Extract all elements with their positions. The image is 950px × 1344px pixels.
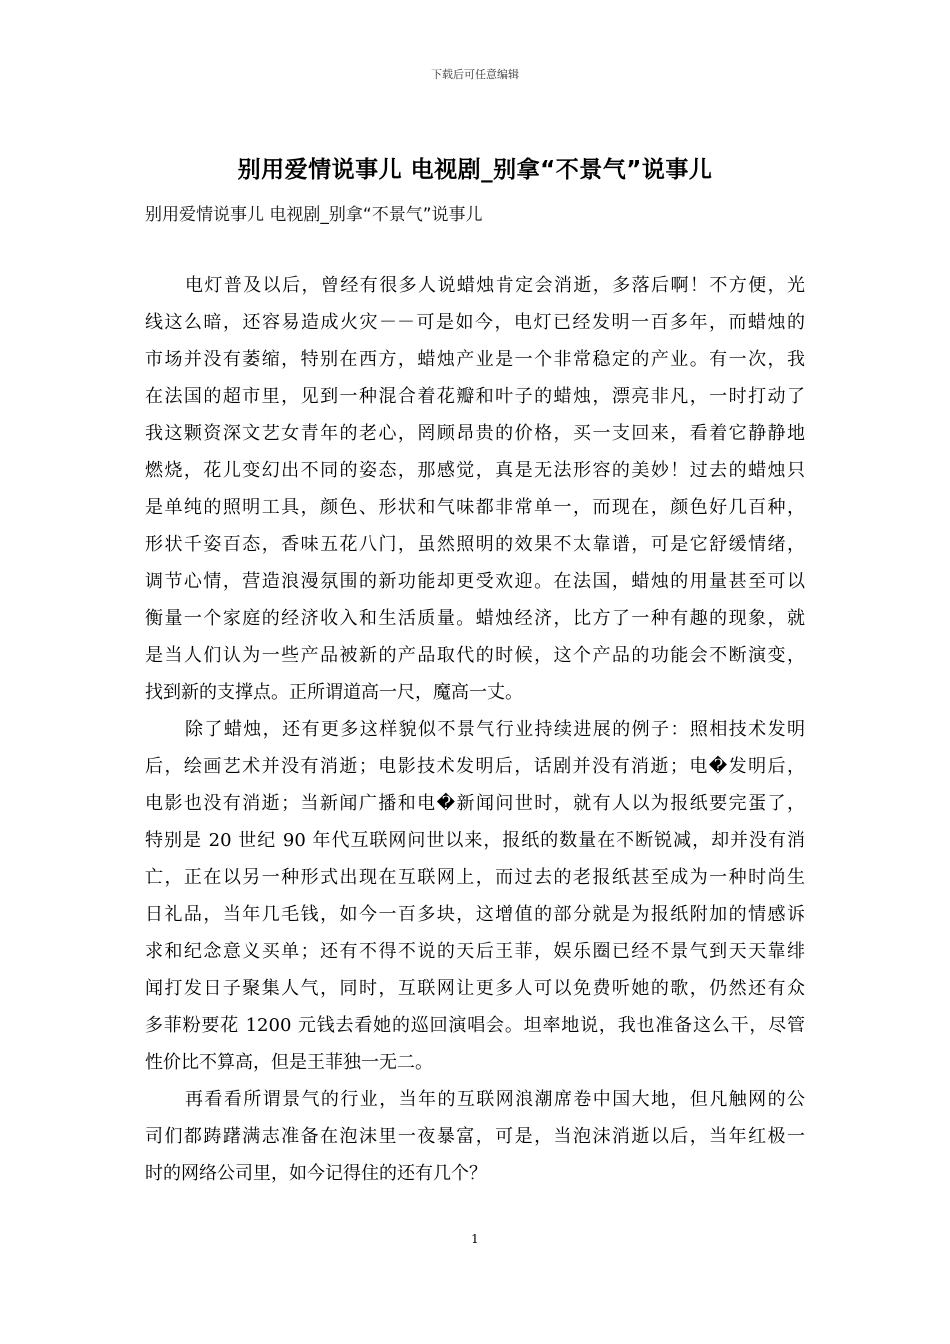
text-line: 我这颗资深文艺女青年的老心，罔顾昂贵的价格，买一支回来，看着它静静地 [145, 423, 805, 444]
document-title: 别用爱情说事儿 电视剧_别拿“不景气”说事儿 [237, 157, 713, 183]
text-line: 是当人们认为一些产品被新的产品取代的时候，这个产品的功能会不断演变， [145, 645, 805, 666]
page-header: 下载后可任意编辑 [431, 68, 519, 81]
text-line: 日礼品，当年几毛钱，如今一百多块，这增值的部分就是为报纸附加的情感诉 [145, 904, 805, 925]
text-line: 燃烧，花儿变幻出不同的姿态，那感觉，真是无法形容的美妙！过去的蜡烛只 [145, 460, 805, 481]
page-number: 1 [471, 1232, 479, 1246]
text-line: 调节心情，营造浪漫氛围的新功能却更受欢迎。在法国，蜡烛的用量甚至可以 [145, 571, 805, 592]
text-line: 除了蜡烛，还有更多这样貌似不景气行业持续进展的例子：照相技术发明 [185, 719, 805, 740]
text-line: 闻打发日子聚集人气，同时，互联网让更多人可以免费听她的歌，仍然还有众 [145, 978, 805, 999]
text-line: 性价比不算高，但是王菲独一无二。 [145, 1052, 433, 1073]
text-line: 司们都踌躇满志准备在泡沫里一夜暴富，可是，当泡沫消逝以后，当年红极一 [145, 1126, 805, 1147]
text-line: 衡量一个家庭的经济收入和生活质量。蜡烛经济，比方了一种有趣的现象，就 [145, 608, 805, 629]
text-line: 在法国的超市里，见到一种混合着花瓣和叶子的蜡烛，漂亮非凡，一时打动了 [145, 386, 805, 407]
text-line: 形状千姿百态，香味五花八门，虽然照明的效果不太靠谱，可是它舒缓情绪， [145, 534, 805, 555]
text-line: 求和纪念意义买单；还有不得不说的天后王菲，娱乐圈已经不景气到天天靠绯 [145, 941, 805, 962]
text-line: 线这么暗，还容易造成火灾－－可是如今，电灯已经发明一百多年，而蜡烛的 [145, 312, 805, 333]
text-line: 特别是 20 世纪 90 年代互联网问世以来，报纸的数量在不断锐减，却并没有消 [145, 830, 805, 851]
text-line: 市场并没有萎缩，特别在西方，蜡烛产业是一个非常稳定的产业。有一次，我 [145, 349, 805, 370]
text-line: 是单纯的照明工具，颜色、形状和气味都非常单一，而现在，颜色好几百种， [145, 497, 805, 518]
document-subtitle: 别用爱情说事儿 电视剧_别拿“不景气”说事儿 [145, 205, 483, 225]
paragraph [145, 1081, 805, 1192]
text-line: 电影也没有消逝；当新闻广播和电�新闻问世时，就有人以为报纸要完蛋了， [145, 793, 805, 814]
text-line: 时的网络公司里，如今记得住的还有几个？ [145, 1163, 487, 1184]
text-line: 多菲粉要花 1200 元钱去看她的巡回演唱会。坦率地说，我也准备这么干，尽管 [145, 1015, 805, 1036]
text-line: 再看看所谓景气的行业，当年的互联网浪潮席卷中国大地，但凡触网的公 [185, 1089, 805, 1110]
text-line: 后，绘画艺术并没有消逝；电影技术发明后，话剧并没有消逝；电�发明后， [145, 756, 805, 777]
text-line: 亡，正在以另一种形式出现在互联网上，而过去的老报纸甚至成为一种时尚生 [145, 867, 805, 888]
paragraph [145, 267, 805, 711]
text-line: 电灯普及以后，曾经有很多人说蜡烛肯定会消逝，多落后啊！不方便，光 [185, 275, 805, 296]
paragraph [145, 711, 805, 1081]
document-body [145, 267, 805, 1192]
text-line: 找到新的支撑点。正所谓道高一尺，魔高一丈。 [145, 682, 523, 703]
